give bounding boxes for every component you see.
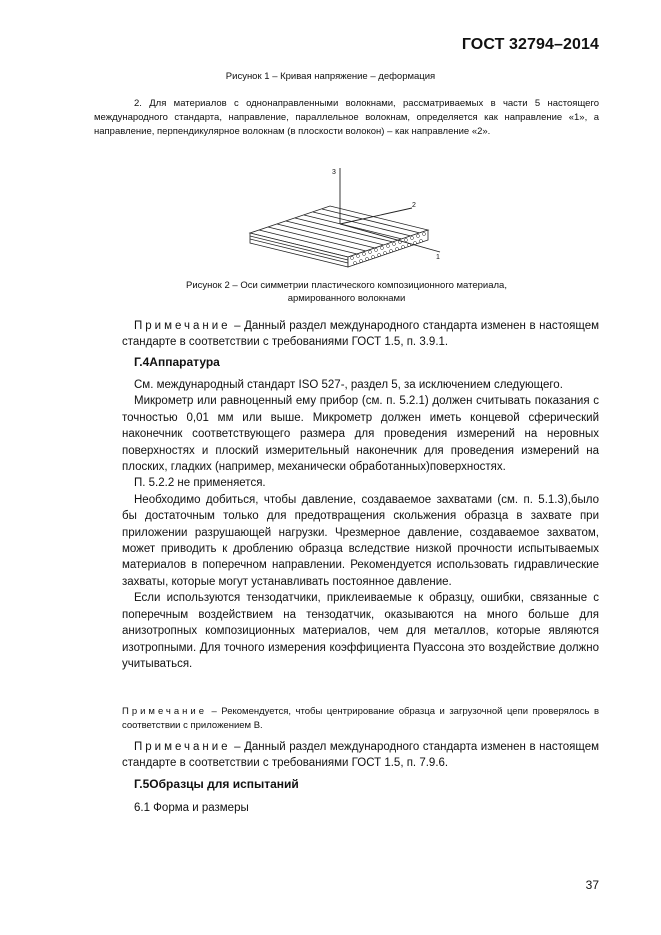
- note-1-text: – Данный раздел международного стандарта изменен в настоящем стандарте в соответствии с требованиями ГОСТ 1.5, п. 3.9.1.: [122, 320, 599, 349]
- note-2: [122, 739, 599, 772]
- note-1-label: Примечание: [134, 320, 231, 332]
- footnote-2-text: 2. Для материалов с однонаправленными волокнами, рассматриваемых в части 5 настоящего международного стандарта, направление, параллельное волокнам, определяется как направление «1», а направление, перпендикулярное волокнам (в плоскости волокон) – как направление «2».: [94, 98, 599, 137]
- note-1: [122, 318, 599, 351]
- figure2-diagram: [235, 160, 450, 270]
- figure2-caption: [94, 279, 599, 305]
- axis-label-2: 2: [412, 202, 416, 209]
- g4-paragraph-1: См. международный стандарт ISO 527-, раздел 5, за исключением следующего.: [134, 379, 563, 391]
- note-small-label: Примечание: [122, 706, 207, 717]
- section-g4-body: [122, 377, 599, 672]
- note-block-1: [122, 318, 599, 351]
- figure2-caption-line1: Рисунок 2 – Оси симметрии пластического композиционного материала,: [186, 280, 507, 291]
- axis-label-3: 3: [332, 169, 336, 176]
- g4-paragraph-3: П. 5.2.2 не применяется.: [134, 477, 266, 490]
- axis-label-1: 1: [436, 254, 440, 261]
- g4-paragraph-4: Необходимо добиться, чтобы давление, создаваемое захватами (см. п. 5.1.3),было бы достаточным только для предотвращения скольжения образца в захвате при приложении разрушающей нагрузки. Чрезмерное давление, создаваемое захватом, может приводить к дроблению образца вследствие низкой прочности испытываемых материалов в поперечном направлении. Рекомендуется использовать гидравлические захваты, которые могут устанавливать постоянное давление.: [122, 493, 599, 588]
- page-number: 37: [585, 878, 599, 892]
- section-g5-subheading: 6.1 Форма и размеры: [134, 802, 249, 814]
- footnote-2: [94, 97, 599, 139]
- figure2-caption-line2: армированного волокнами: [287, 293, 406, 304]
- note-small-text: – Рекомендуется, чтобы центрирование образца и загрузочной цепи проверялось в соответствии с приложением В.: [122, 706, 599, 731]
- g4-paragraph-5: Если используются тензодатчики, приклеиваемые к образцу, ошибки, связанные с поперечным воздействием на тензодатчик, оказываются на много больше для анизотропных композиционных материалов, чем для металлов, которые являются изотропными. Для точного измерения коэффициента Пуассона это воздействие должно учитываться.: [122, 592, 599, 670]
- section-g5-heading: Г.5Образцы для испытаний: [134, 777, 299, 791]
- composite-axes-drawing: [235, 160, 450, 270]
- note-small: [122, 705, 599, 733]
- section-g4-heading: Г.4Аппаратура: [134, 355, 220, 369]
- note-2-text: – Данный раздел международного стандарта изменен в настоящем стандарте в соответствии с требованиями ГОСТ 1.5, п. 7.9.6.: [122, 741, 599, 770]
- g4-paragraph-2: Микрометр или равноценный ему прибор (см. п. 5.2.1) должен считывать показания с точностью 0,01 мм или выше. Микрометр должен иметь концевой сферический наконечник соответствующего размера для проведения измерений на неровных поверхностях и плоский измерительный наконечник для проведения измерений на плоских, гладких (например, механически обработанных)поверхностях.: [122, 395, 599, 474]
- note-block-2: [122, 739, 599, 772]
- figure1-caption: Рисунок 1 – Кривая напряжение – деформация: [225, 71, 436, 82]
- note-2-label: Примечание: [134, 741, 231, 753]
- standard-header: ГОСТ 32794–2014: [461, 36, 599, 53]
